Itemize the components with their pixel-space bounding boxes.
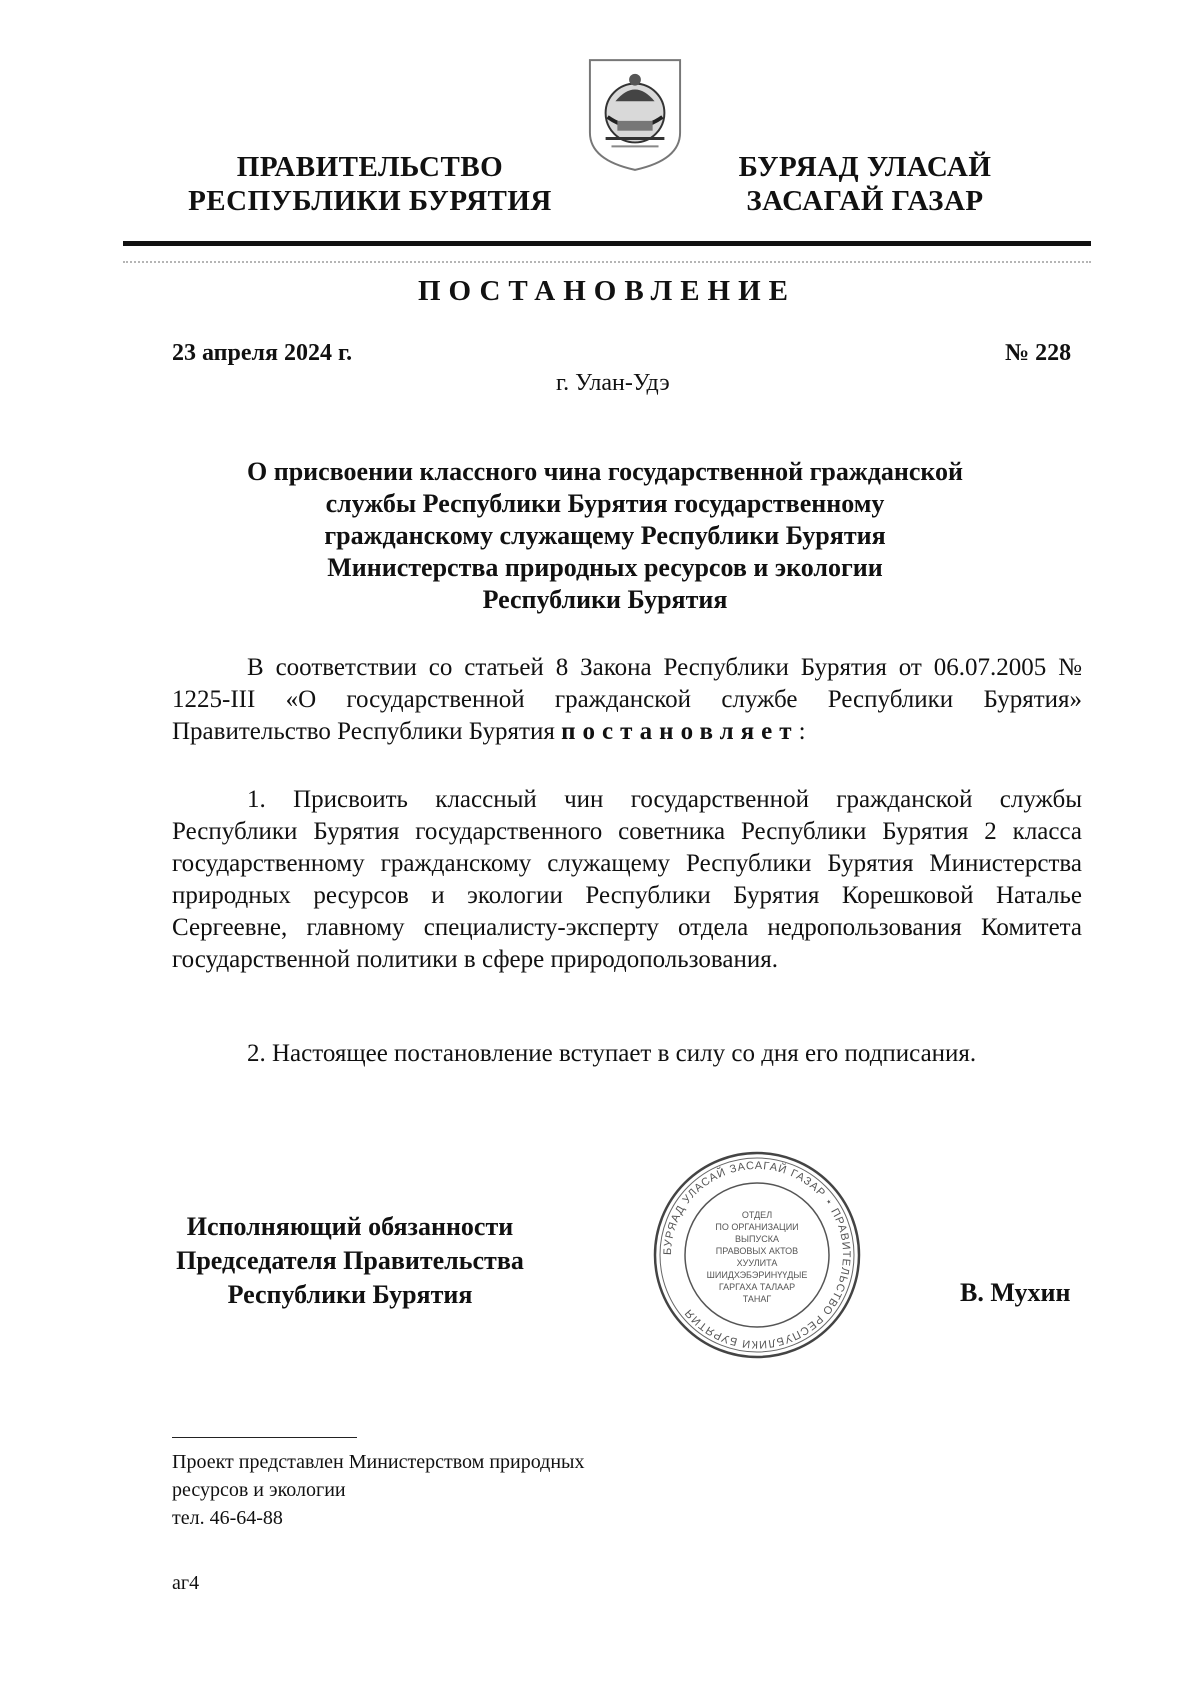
document-date: 23 апреля 2024 г. bbox=[172, 340, 353, 366]
footer-note bbox=[172, 1448, 584, 1532]
header-left-line-1: ПРАВИТЕЛЬСТВО bbox=[236, 151, 504, 183]
document-city: г. Улан-Удэ bbox=[556, 370, 670, 396]
document-title bbox=[170, 456, 1040, 616]
preamble-keyword: постановляет bbox=[561, 718, 799, 745]
footer-divider bbox=[172, 1437, 357, 1438]
seal-line-4: ПРАВОВЫХ АКТОВ bbox=[715, 1246, 799, 1256]
header-right-line-1: БУРЯАД УЛАСАЙ bbox=[738, 151, 992, 183]
official-seal-stamp bbox=[652, 1150, 862, 1360]
title-line-4: Министерства природных ресурсов и экологии bbox=[327, 553, 883, 582]
header-right bbox=[690, 150, 1040, 218]
footer-line-2: ресурсов и экологии bbox=[172, 1479, 346, 1501]
seal-ring-text: БУРЯАД УЛАСАЙ ЗАСАГАЙ ГАЗАР ⋆ ПРАВИТЕЛЬСТВО РЕСПУБЛИКИ БУРЯТИЯ bbox=[661, 1159, 853, 1351]
coat-of-arms-emblem-icon bbox=[586, 56, 684, 174]
title-line-1: О присвоении классного чина государственной гражданской bbox=[246, 457, 963, 486]
header-right-line-2: ЗАСАГАЙ ГАЗАР bbox=[746, 185, 984, 217]
item-1-paragraph: 1. Присвоить классный чин государственной гражданской службы Республики Бурятия государственного советника Республики Бурятия 2 класса государственному гражданскому служащему Республики Бурятия Министерства природных ресурсов и экологии Республики Бурятия Корешковой Наталье Сергеевне, главному специалисту-эксперту отдела недропользования Комитета государственной политики в сфере природопользования. bbox=[172, 786, 1082, 973]
seal-line-2: ПО ОРГАНИЗАЦИИ bbox=[715, 1222, 799, 1232]
seal-line-1: ОТДЕЛ bbox=[741, 1210, 773, 1220]
document-type: ПОСТАНОВЛЕНИЕ bbox=[417, 275, 796, 307]
signatory-name: В. Мухин bbox=[960, 1278, 1071, 1307]
seal-line-5: ХУУЛИТА bbox=[736, 1258, 778, 1268]
preamble-end: : bbox=[798, 718, 806, 745]
seal-line-6: ШИИДХЭБЭРИНҮҮДЫЕ bbox=[706, 1270, 808, 1280]
item-2-paragraph: 2. Настоящее постановление вступает в силу со дня его подписания. bbox=[247, 1040, 977, 1067]
preamble-text: В соответствии со статьей 8 Закона Республики Бурятия от 06.07.2005 № 1225-III «О государственной гражданской службе Республики Бурятия» Правительство Республики Бурятия bbox=[172, 654, 1082, 745]
signatory-title-line-2: Председателя Правительства bbox=[176, 1246, 524, 1275]
footer-line-1: Проект представлен Министерством природных bbox=[172, 1451, 585, 1473]
document-number: № 228 bbox=[1005, 340, 1072, 366]
seal-line-7: ГАРГАХА ТАЛААР bbox=[718, 1282, 796, 1292]
seal-line-8: ТАНАГ bbox=[742, 1294, 772, 1304]
signatory-title bbox=[150, 1210, 550, 1312]
document-code: аг4 bbox=[172, 1572, 200, 1594]
seal-line-3: ВЫПУСКА bbox=[735, 1234, 779, 1244]
title-line-2: службы Республики Бурятия государственному bbox=[325, 489, 885, 518]
signatory-title-line-1: Исполняющий обязанности bbox=[186, 1212, 514, 1241]
footer-line-3: тел. 46-64-88 bbox=[172, 1507, 283, 1529]
header-divider-dotted bbox=[123, 261, 1091, 263]
title-line-5: Республики Бурятия bbox=[482, 585, 728, 614]
header-left-line-2: РЕСПУБЛИКИ БУРЯТИЯ bbox=[188, 185, 552, 217]
title-line-3: гражданскому служащему Республики Бурятия bbox=[324, 521, 886, 550]
preamble-paragraph bbox=[172, 652, 1082, 748]
header-divider-thick bbox=[123, 241, 1091, 246]
signatory-title-line-3: Республики Бурятия bbox=[227, 1280, 473, 1309]
header-left bbox=[160, 150, 580, 218]
